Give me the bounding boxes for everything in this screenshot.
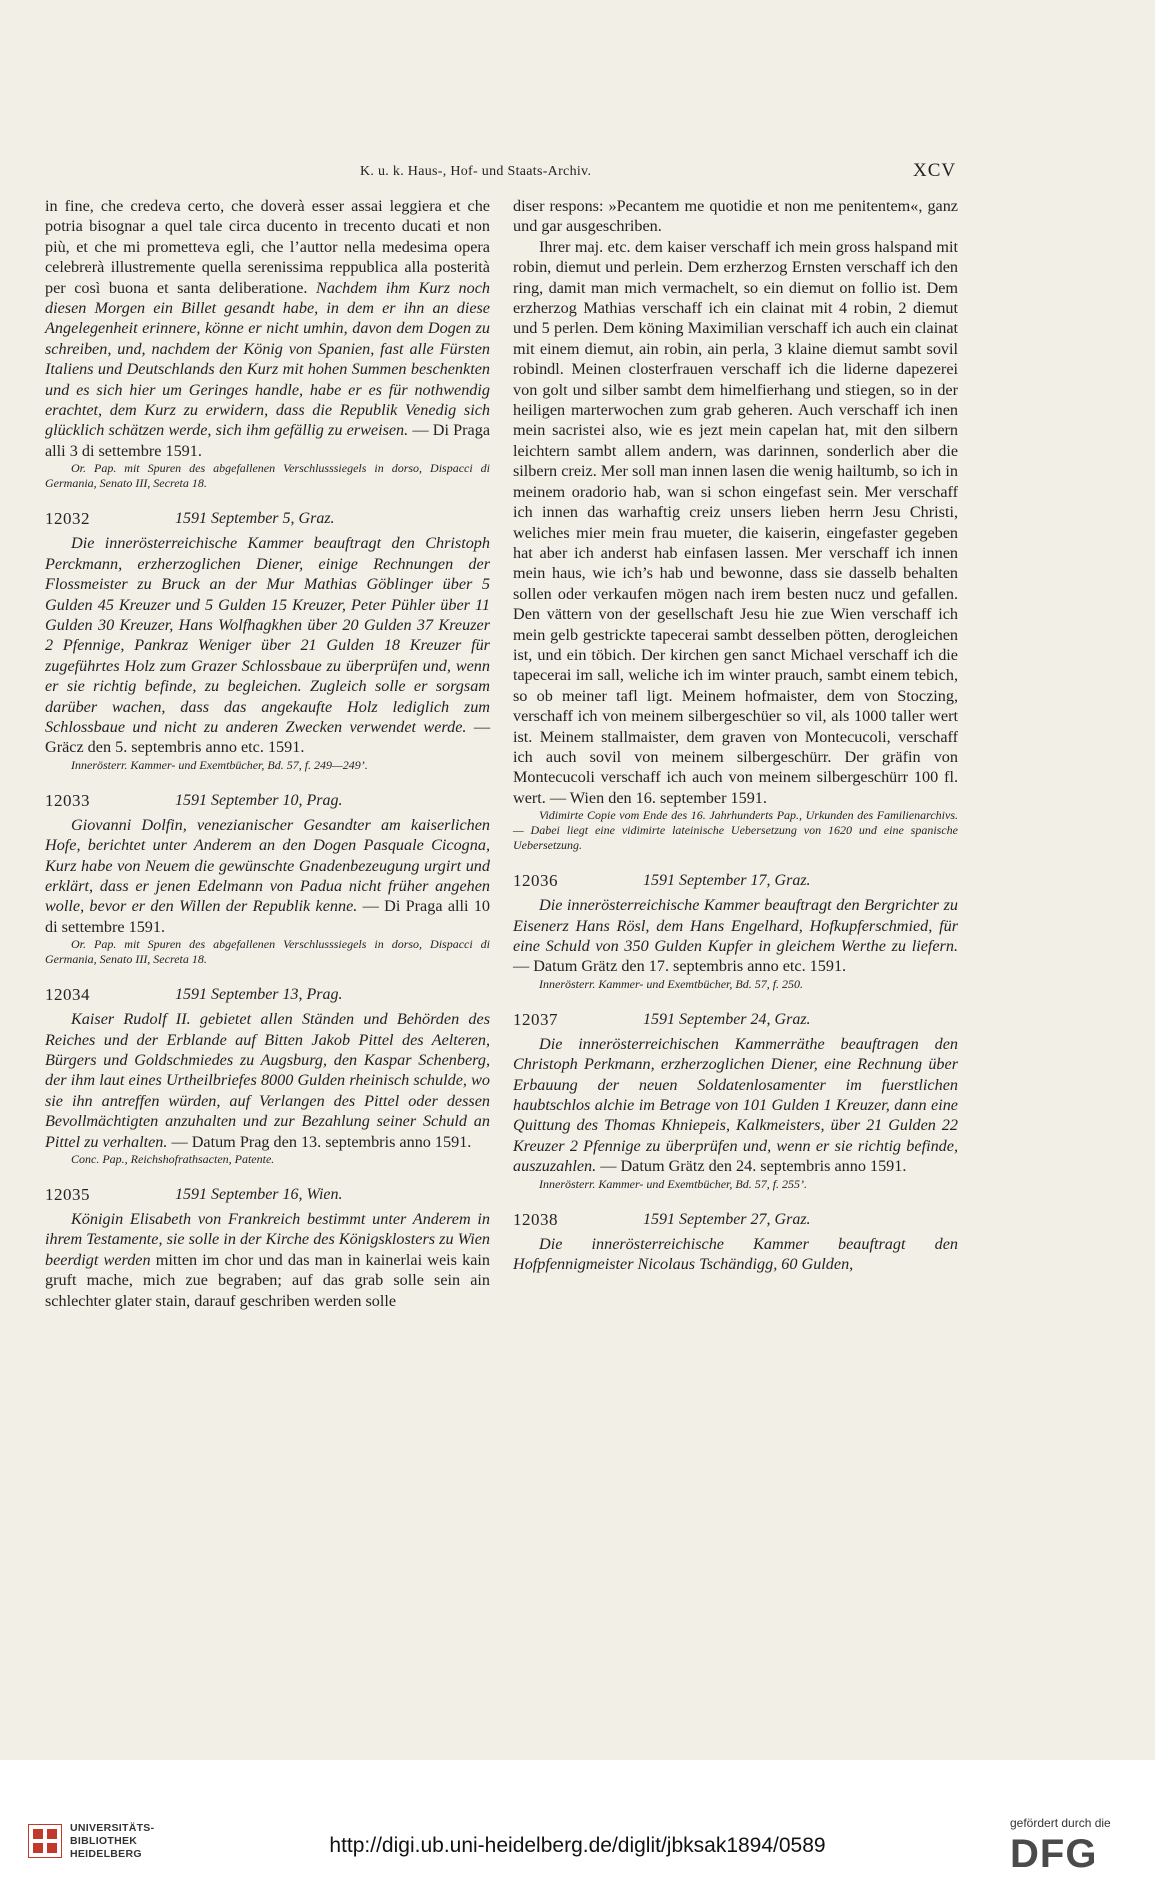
source-note: Innerösterr. Kammer- und Exemtbücher, Bd. 57, f. 255’.: [539, 1176, 808, 1191]
permalink-url[interactable]: http://digi.ub.uni-heidelberg.de/diglit/jbksak1894/0589: [329, 1834, 826, 1857]
entry-text: [513, 1034, 958, 1177]
running-header: [30, 160, 1130, 190]
text-run: — Datum Grätz den 17. septembris anno etc. 1591.: [513, 957, 847, 976]
paragraph: diser respons: »Pecantem me quotidie et non me penitentem«, ganz und gar ausgeschriben.: [513, 197, 958, 236]
entry-heading: [45, 985, 490, 1007]
entry-date: 1591 September 13, Prag.: [175, 986, 343, 1004]
entry-text: [45, 1009, 490, 1152]
entry-date: 1591 September 27, Graz.: [643, 1210, 811, 1228]
text-run-italic: Königin Elisabeth von Frankreich bestimmt unter Anderem in ihrem Testamente, sie solle in der Kirche des Königsklosters zu Wien beerdigt werden: [45, 1210, 490, 1269]
funding-caption: gefördert durch die: [1010, 1816, 1111, 1830]
header-title: K. u. k. Haus-, Hof- und Staats-Archiv.: [360, 164, 592, 179]
digitization-footer: [0, 1760, 1155, 1892]
text-run-italic: Kaiser Rudolf II. gebietet allen Ständen und Behörden des Reiches und der Erblande auf Bitten Jakob Pittel des Aelteren, Bürgers und Goldschmiedes zu Augsburg, den Kaspar Schenberg, der ihm laut eines Urtheilbriefes 8000 Gulden rheinisch schulde, wo sie ihn antreffen würden, auf Verlangen des Pittel oder dessen Bevollmächtigten anzuhalten und zur Bezahlung seiner Schuld an Pittel zu verhalten.: [45, 1010, 490, 1151]
source-note: Conc. Pap., Reichshofrathsacten, Patente.: [71, 1152, 275, 1167]
dfg-logo-icon: DFG: [1010, 1832, 1098, 1876]
entry-text: [513, 1234, 958, 1275]
paragraph: Ihrer maj. etc. dem kaiser verschaff ich mein gross halspand mit robin, diemut und perlein. Dem erzherzog Ernsten verschaff ich den ring, damit man mich vermachelt, so ein diemut on follio ist. Dem erzherzog Mathias verschaff ich ein clainat mit 4 robin, 2 diemut und 5 perlen. Dem köning Maximilian verschaff ich auch ein clainat mit einem diemut, ain robin, ain perla, 3 klaine diemut sambt sovil robindl. Meinen closterfrauen verschaff ich die liderne dapezerei von golt und silber sambt dem himelfierhang und stiegen, so in der heiligen marterwochen zum grab geheren. Auch verschaff ich inen mein sacristei also, wie es jezt mein capelan hat, mit den silbern leichtern sambt allem andern, was darinnen, sonderlich aber die silbern creiz. Mer soll man innen lasen die wenig hailtumb, so ich in meinem oradorio hab, wan si schon eingefast sein. Mer verschaff ich innen das warhaftig creiz unsers lieben herrn Jesu Christi, weliches mier mein frau mueter, die kaiserin, eingefaster gegeben hat aber ich anderst hab einfasen lassen. Mer verschaff ich innen mein haus, wie ich’s hab und bewonne, dass sie dasselb behalten sollen oder verkaufen mögen nach irem besten nucz und gefallen. Den vättern von der gesellschaft Jesu hie zue Wien verschaff ich mein gelb gestrickte tapecerai sambt desselben pötten, derogleichen ist, und ein töbich. Der kirchen gen sanct Michael verschaff ich die tapecerai im sall, weliche ich im winter prauch, sambt einem tebich, so ob meiner tafl ligt. Meinem hofmaister, dem von Stoczing, verschaff ich von meinem silbergeschüer so vil, als 1000 taller wert ist. Meinem stallmaister, dem graven von Montecucoli, verschaff ich auch sovil von meinem silbergeschürr. Der gräfin von Montecucoli verschaff ich auch von meinem silbergeschürr 100 fl. wert. — Wien den 16. september 1591.: [513, 237, 958, 807]
entry-date: 1591 September 10, Prag.: [175, 791, 343, 809]
entry-number: 12035: [45, 1185, 90, 1205]
entry-text: [513, 895, 958, 977]
source-note: Vidimirte Copie vom Ende des 16. Jahrhunderts Pap., Urkunden des Familienarchivs. — Dabei liegt eine vidimirte lateinische Uebersetzung von 1620 und eine spanische Uebersetzung.: [513, 808, 958, 853]
entry-text: [45, 815, 490, 937]
entry-heading: [45, 791, 490, 813]
source-note: Or. Pap. mit Spuren des abgefallenen Verschlusssiegels in dorso, Dispacci di Germania, Senato III, Secreta 18.: [45, 461, 490, 491]
text-run-italic: Nachdem ihm Kurz noch diesen Morgen ein Billet gesandt habe, in dem er ihn an diese Angelegenheit erinnere, könne er nicht umhin, davon dem Dogen zu schreiben, und, nachdem der König von Spanien, fast alle Fürsten Italiens und Deutschlands den Kurz mit hohen Summen beschenkten und es sich hier um Geringes handle, habe er es für nothwendig erachtet, dem Kurz zu erwidern, dass die Republik Venedig sich glücklich schätzen werde, sich ihm gefällig zu erweisen.: [45, 278, 491, 440]
entry-text: [45, 533, 490, 757]
entry-number: 12037: [513, 1009, 558, 1029]
entry-heading: [45, 509, 490, 531]
text-run-italic: Die innerösterreichische Kammer beauftragt den Bergrichter zu Eisenerz Hans Rösl, dem Hans Engelhard, Hofkupferschmied, für eine Schuld von 350 Gulden Kupfer in gleichem Werthe zu liefern.: [513, 896, 958, 955]
entry-heading: [513, 1210, 958, 1232]
text-run-italic: Die innerösterreichische Kammer beauftragt den Hofpfennigmeister Nicolaus Tschändigg, 60 Gulden,: [513, 1234, 958, 1274]
library-name-line: HEIDELBERG: [70, 1848, 142, 1860]
library-name-line: BIBLIOTHEK: [70, 1835, 138, 1847]
entry-number: 12033: [45, 790, 90, 810]
entry-heading: [513, 1010, 958, 1032]
text-run: in fine, che credeva certo, che doverà esser assai leggiera et che potria bisognar a quel tale circa ducento in trecento ducati et non più, et che mi prometteva egli, che l’auttor nella medesima opera celebrerà illustremente quella serenissima reppublica alla posterità per così buona et santa deliberatione.: [45, 197, 490, 297]
text-run: — Di Praga alli 10 di settembre 1591.: [45, 897, 491, 936]
entry-date: 1591 September 17, Graz.: [643, 872, 811, 890]
library-name-line: UNIVERSITÄTS-: [70, 1822, 155, 1834]
text-run: — Di Praga alli 3 di settembre 1591.: [45, 421, 491, 460]
text-run: — Gräcz den 5. septembris anno etc. 1591.: [45, 717, 491, 757]
left-column: [45, 196, 490, 1311]
entry-date: 1591 September 24, Graz.: [643, 1010, 811, 1028]
entry-number: 12038: [513, 1209, 558, 1229]
entry-number: 12034: [45, 985, 90, 1005]
entry-date: 1591 September 16, Wien.: [175, 1186, 343, 1204]
right-column: [513, 196, 958, 1274]
entry-number: 12032: [45, 509, 90, 529]
page-number: XCV: [913, 160, 957, 181]
source-note: Innerösterr. Kammer- und Exemtbücher, Bd. 57, f. 250.: [539, 976, 804, 991]
source-note: Innerösterr. Kammer- und Exemtbücher, Bd. 57, f. 249—249’.: [71, 757, 368, 772]
entry-heading: [45, 1185, 490, 1207]
source-note: Or. Pap. mit Spuren des abgefallenen Verschlusssiegels in dorso, Dispacci di Germania, Senato III, Secreta 18.: [45, 937, 490, 967]
entry-text: [45, 1209, 490, 1311]
text-run: — Datum Prag den 13. septembris anno 1591.: [171, 1132, 472, 1151]
text-run-italic: Die innerösterreichischen Kammerräthe beauftragen den Christoph Perkmann, erzherzoglichen Diener, eine Rechnung über Erbauung der neuen Soldatenlosamenter im fuerstlichen haubtschlos alchie im Betrage von 101 Gulden 1 Kreuzer, dann eine Quittung des Thomas Khniepeis, Kalkmeisters, über 21 Gulden 22 Kreuzer 2 Pfennige zu überprüfen und, wenn er sie richtig befinde, auszuzahlen.: [513, 1034, 958, 1176]
entry-date: 1591 September 5, Graz.: [175, 510, 335, 528]
entry-heading: [513, 871, 958, 893]
text-run: — Datum Grätz den 24. septembris anno 1591.: [600, 1157, 907, 1176]
paragraph: [45, 196, 490, 461]
entry-number: 12036: [513, 871, 558, 891]
text-run-italic: Die innerösterreichische Kammer beauftragt den Christoph Perckmann, erzherzoglichen Diener, einige Rechnungen der Flossmeister zu Bruck an der Mur Mathias Göblinger über 5 Gulden 45 Kreuzer und 5 Gulden 15 Kreuzer, Peter Pühler über 11 Gulden 30 Kreuzer, Hans Wolfhagkhen über 20 Gulden 37 Kreuzer 2 Pfennige, Pankraz Weniger über 21 Gulden 18 Kreuzer für zugeführtes Holz zum Grazer Schlossbaue zu überprüfen und, wenn er sie richtig befinde, zu begleichen. Zugleich solle er sorgsam darüber wachen, dass das angekaufte Holz lediglich zum Schlossbaue und nicht zu anderen Zwecken verwendet werde.: [45, 534, 490, 736]
text-run: mitten im chor und das man in kainerlai weis kain gruft mache, mich zue begraben; auf das grab solle sein ain schlechter glater stain, darauf geschriben werden solle: [45, 1250, 490, 1310]
text-run-italic: Giovanni Dolfin, venezianischer Gesandter am kaiserlichen Hofe, berichtet unter Anderem an den Dogen Pasquale Cicogna, Kurz habe von Neuem die gewünschte Gnadenbezeugung urgirt und erklärt, dass er jenen Edelmann von Padua nicht früher angehen wolle, bevor er den Willen der Republik kenne.: [45, 815, 490, 916]
funding-logo[interactable]: [1010, 1816, 1140, 1886]
